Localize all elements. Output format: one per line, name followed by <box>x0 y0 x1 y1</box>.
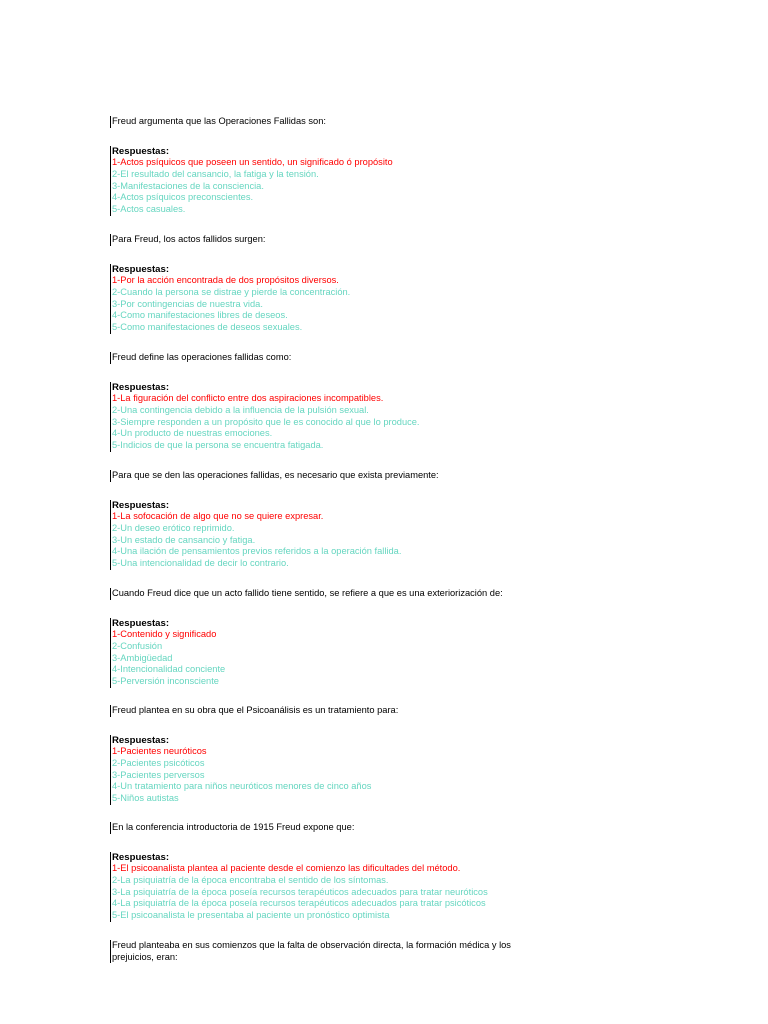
answer-option: 4-La psiquiatría de la época poseía recursos terapéuticos adecuados para tratar psicóticos <box>110 898 530 910</box>
answer-option: 4-Una ilación de pensamientos previos referidos a la operación fallida. <box>110 546 530 558</box>
question-text: Para que se den las operaciones fallidas, es necesario que exista previamente: <box>110 470 530 482</box>
question-text: Cuando Freud dice que un acto fallido tiene sentido, se refiere a que es una exteriorización de: <box>110 588 530 600</box>
answer-correct: 1-El psicoanalista plantea al paciente desde el comienzo las dificultades del método. <box>110 863 530 875</box>
question-text: Freud argumenta que las Operaciones Fallidas son: <box>110 116 530 128</box>
question-block <box>110 116 530 216</box>
answer-option: 2-Un deseo erótico reprimido. <box>110 523 530 535</box>
question-block <box>110 940 520 963</box>
answers-label: Respuestas: <box>110 146 530 158</box>
answer-option: 4-Intencionalidad conciente <box>110 664 530 676</box>
answer-option: 3-Ambigüedad <box>110 653 530 665</box>
answer-option: 2-La psiquiatría de la época encontraba el sentido de los síntomas. <box>110 875 530 887</box>
answer-option: 5-Actos casuales. <box>110 204 530 216</box>
question-text: Freud planteaba en sus comienzos que la falta de observación directa, la formación médica y los prejuicios, eran: <box>110 940 520 963</box>
answer-correct: 1-La sofocación de algo que no se quiere expresar. <box>110 511 530 523</box>
answer-option: 4-Un producto de nuestras emociones. <box>110 428 530 440</box>
answer-option: 4-Actos psíquicos preconscientes. <box>110 192 530 204</box>
answer-option: 5-Perversión inconsciente <box>110 676 530 688</box>
answer-option: 3-Un estado de cansancio y fatiga. <box>110 535 530 547</box>
answer-option: 5-El psicoanalista le presentaba al paciente un pronóstico optimista <box>110 910 530 922</box>
answers-label: Respuestas: <box>110 618 530 630</box>
question-block <box>110 234 530 334</box>
answer-correct: 1-Por la acción encontrada de dos propósitos diversos. <box>110 275 530 287</box>
answer-option: 5-Indicios de que la persona se encuentra fatigada. <box>110 440 530 452</box>
answer-option: 3-Pacientes perversos <box>110 770 530 782</box>
answer-option: 2-El resultado del cansancio, la fatiga y la tensión. <box>110 169 530 181</box>
answer-option: 4-Como manifestaciones libres de deseos. <box>110 310 530 322</box>
answers-label: Respuestas: <box>110 500 530 512</box>
answer-option: 3-Siempre responden a un propósito que le es conocido al que lo produce. <box>110 417 530 429</box>
answer-option: 3-Manifestaciones de la consciencia. <box>110 181 530 193</box>
answer-option: 2-Una contingencia debido a la influencia de la pulsión sexual. <box>110 405 530 417</box>
answer-option: 2-Confusión <box>110 641 530 653</box>
answers-label: Respuestas: <box>110 382 530 394</box>
question-block <box>110 705 530 805</box>
answer-option: 3-Por contingencias de nuestra vida. <box>110 299 530 311</box>
answers-label: Respuestas: <box>110 852 530 864</box>
answer-option: 3-La psiquiatría de la época poseía recursos terapéuticos adecuados para tratar neuróticos <box>110 887 530 899</box>
answer-option: 2-Pacientes psicóticos <box>110 758 530 770</box>
answer-option: 5-Como manifestaciones de deseos sexuales. <box>110 322 530 334</box>
answers-label: Respuestas: <box>110 264 530 276</box>
question-text: En la conferencia introductoria de 1915 Freud expone que: <box>110 822 530 834</box>
question-block <box>110 352 530 452</box>
question-text: Para Freud, los actos fallidos surgen: <box>110 234 530 246</box>
question-block <box>110 822 530 922</box>
answer-correct: 1-La figuración del conflicto entre dos aspiraciones incompatibles. <box>110 393 530 405</box>
question-block <box>110 470 530 570</box>
answer-option: 5-Una intencionalidad de decir lo contrario. <box>110 558 530 570</box>
answer-correct: 1-Actos psíquicos que poseen un sentido, un significado ó propósito <box>110 157 530 169</box>
answers-label: Respuestas: <box>110 735 530 747</box>
answer-option: 5-Niños autistas <box>110 793 530 805</box>
answer-correct: 1-Pacientes neuróticos <box>110 746 530 758</box>
question-text: Freud define las operaciones fallidas como: <box>110 352 530 364</box>
question-block <box>110 588 530 688</box>
answer-correct: 1-Contenido y significado <box>110 629 530 641</box>
answer-option: 2-Cuando la persona se distrae y pierde la concentración. <box>110 287 530 299</box>
answer-option: 4-Un tratamiento para niños neuróticos menores de cinco años <box>110 781 530 793</box>
question-text: Freud plantea en su obra que el Psicoanálisis es un tratamiento para: <box>110 705 530 717</box>
